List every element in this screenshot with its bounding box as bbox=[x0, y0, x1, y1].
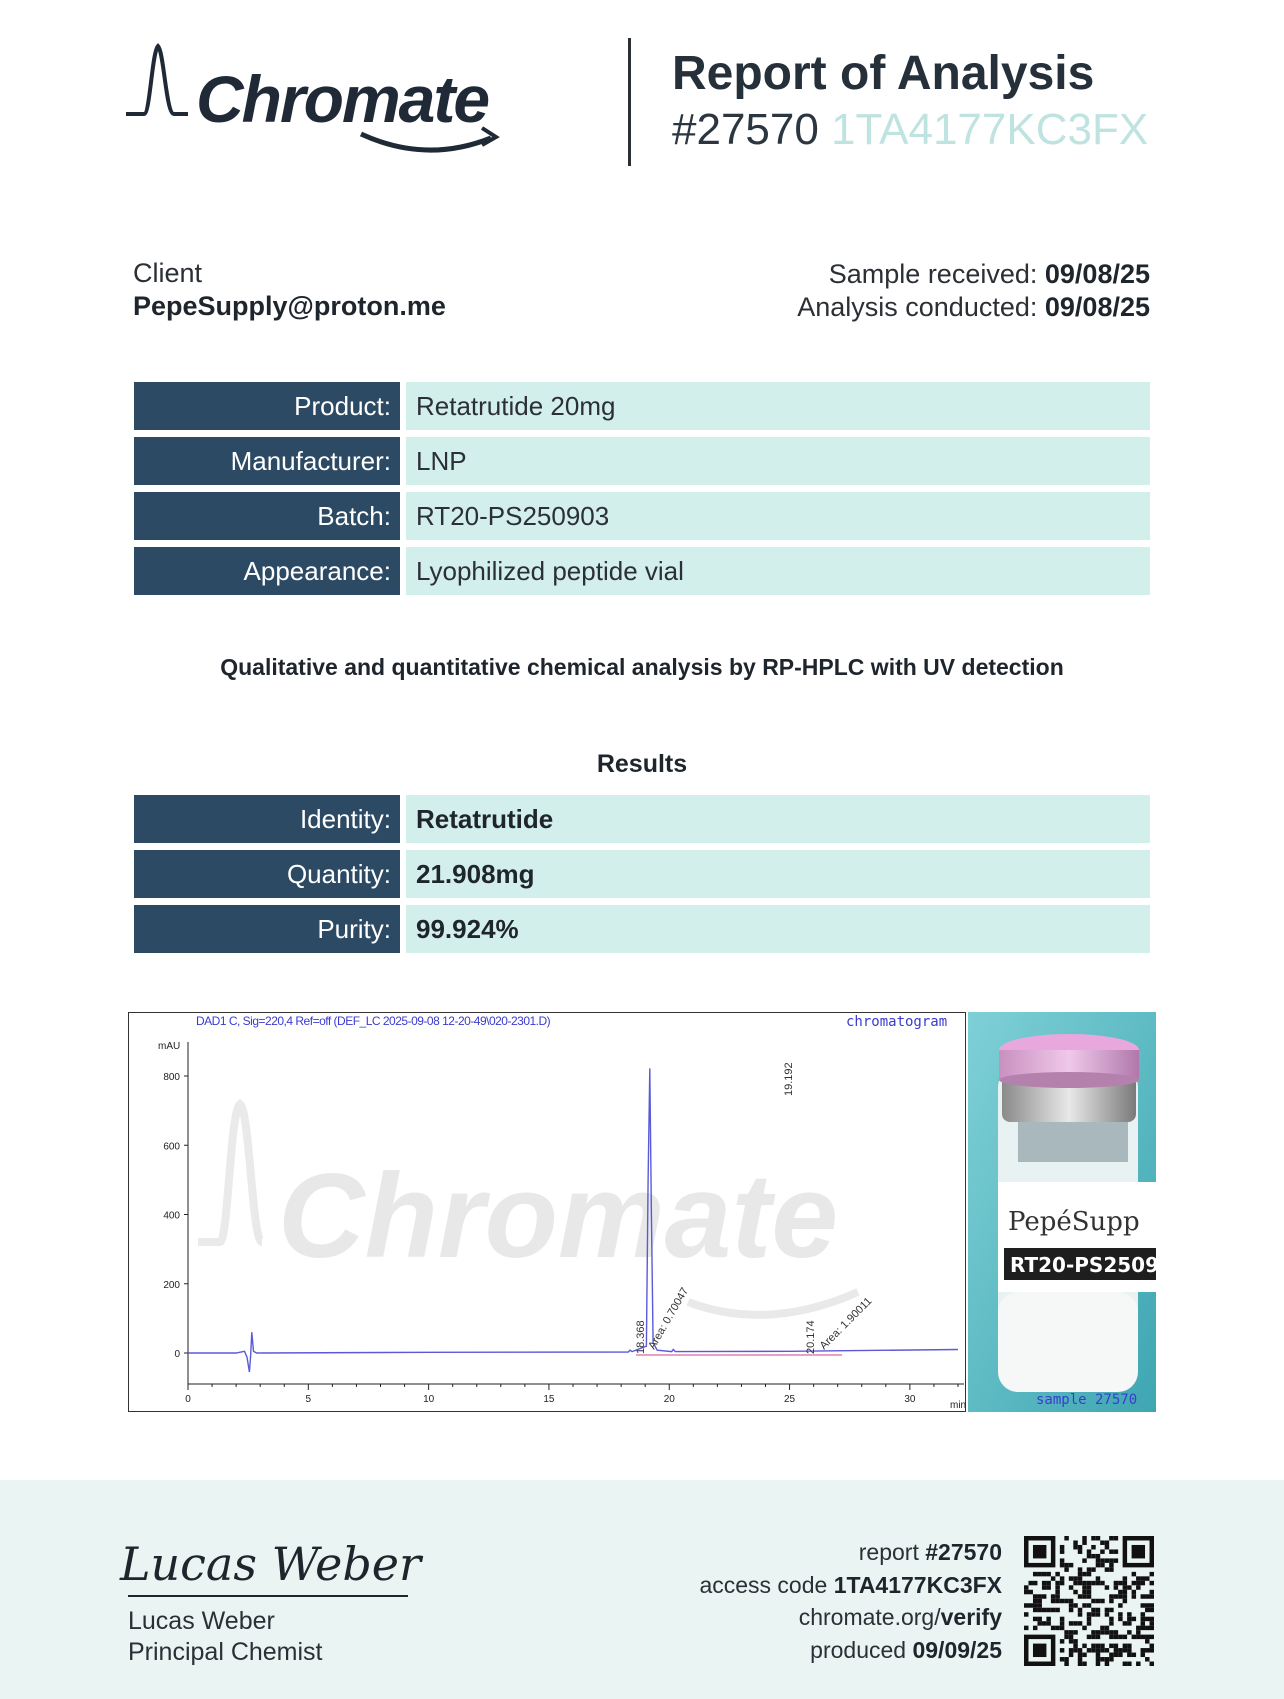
signature-script: Lucas Weber bbox=[120, 1537, 421, 1591]
footer-info bbox=[699, 1536, 1002, 1666]
manufacturer-row bbox=[134, 437, 1150, 485]
peak-area-1: Area: 0.70047 bbox=[646, 1285, 692, 1352]
produced-label: produced bbox=[810, 1636, 907, 1663]
chemist-name: Lucas Weber bbox=[128, 1607, 275, 1635]
y-tick-label: 0 bbox=[174, 1349, 180, 1360]
info-value: Lyophilized peptide vial bbox=[406, 547, 1150, 595]
report-code: 1TA4177KC3FX bbox=[831, 105, 1149, 154]
result-value: 21.908mg bbox=[406, 850, 1150, 898]
x-tick-label: 30 bbox=[904, 1394, 916, 1405]
conducted-label: Analysis conducted: bbox=[797, 292, 1038, 322]
x-tick-label: 20 bbox=[663, 1394, 675, 1405]
quantity-row bbox=[134, 850, 1150, 898]
info-value: RT20-PS250903 bbox=[406, 492, 1150, 540]
x-tick-label: 10 bbox=[423, 1394, 435, 1405]
result-label: Quantity: bbox=[134, 850, 400, 898]
info-label: Product: bbox=[134, 382, 400, 430]
x-tick-label: 5 bbox=[305, 1394, 312, 1405]
report-number-line bbox=[672, 105, 1149, 154]
y-tick-label: 400 bbox=[163, 1210, 180, 1222]
footer-produced bbox=[699, 1634, 1002, 1667]
sample-photo bbox=[968, 1012, 1173, 1412]
y-tick-label: 600 bbox=[163, 1141, 180, 1153]
x-tick-label: 15 bbox=[543, 1394, 555, 1405]
verify-prefix[interactable]: chromate.org/ bbox=[798, 1604, 941, 1630]
chromatogram-tag: chromatogram bbox=[846, 1014, 948, 1030]
x-tick-label: 25 bbox=[784, 1394, 796, 1405]
vial-batch: RT20-PS25090 bbox=[1010, 1253, 1173, 1277]
peak-label-1: 18.368 bbox=[635, 1320, 647, 1354]
x-tick-label: 0 bbox=[185, 1394, 191, 1405]
client-label: Client bbox=[133, 258, 203, 288]
vial-image bbox=[968, 1012, 1173, 1412]
peak-label-2: 19.192 bbox=[783, 1062, 795, 1096]
method-description: Qualitative and quantitative chemical analysis by RP-HPLC with UV detection bbox=[220, 654, 1064, 680]
y-tick-label: 800 bbox=[163, 1072, 180, 1083]
conducted-value: 09/08/25 bbox=[1044, 292, 1150, 322]
header-divider bbox=[628, 38, 631, 166]
watermark-text: Chromate bbox=[278, 1149, 839, 1283]
result-label: Identity: bbox=[134, 795, 400, 843]
results-heading: Results bbox=[596, 750, 688, 778]
access-label: access code bbox=[699, 1571, 828, 1598]
y-tick-label: 200 bbox=[163, 1279, 180, 1291]
y-unit-label: mAU bbox=[158, 1041, 181, 1052]
purity-row bbox=[134, 905, 1150, 953]
vial-brand: PepéSupp bbox=[1008, 1207, 1140, 1237]
batch-row bbox=[134, 492, 1150, 540]
result-value: 99.924% bbox=[406, 905, 1150, 953]
product-row bbox=[134, 382, 1150, 430]
client-email: PepeSupply@proton.me bbox=[133, 291, 446, 321]
identity-row bbox=[134, 795, 1150, 843]
peak-label-3: 20.174 bbox=[805, 1320, 817, 1354]
footer-report bbox=[699, 1536, 1002, 1569]
verify-bold[interactable]: verify bbox=[940, 1604, 1002, 1630]
chromatogram-chart bbox=[128, 1012, 966, 1412]
sample-received bbox=[797, 258, 1150, 291]
appearance-row bbox=[134, 547, 1150, 595]
received-value: 09/08/25 bbox=[1044, 259, 1150, 289]
info-label: Appearance: bbox=[134, 547, 400, 595]
access-value: 1TA4177KC3FX bbox=[833, 1571, 1002, 1598]
qr-code-icon[interactable] bbox=[1024, 1536, 1154, 1666]
x-unit-label: min bbox=[950, 1400, 967, 1411]
chemist-title: Principal Chemist bbox=[128, 1638, 323, 1666]
received-label: Sample received: bbox=[828, 259, 1038, 289]
info-label: Manufacturer: bbox=[134, 437, 400, 485]
info-value: LNP bbox=[406, 437, 1150, 485]
info-label: Batch: bbox=[134, 492, 400, 540]
result-label: Purity: bbox=[134, 905, 400, 953]
chromatogram-header: DAD1 C, Sig=220,4 Ref=off (DEF_LC 2025-09-08 12-20-49\020-2301.D) bbox=[196, 1014, 551, 1028]
dates-block bbox=[797, 258, 1150, 324]
photo-caption: sample 27570 bbox=[1036, 1392, 1138, 1408]
info-value: Retatrutide 20mg bbox=[406, 382, 1150, 430]
signature-image bbox=[118, 1528, 421, 1603]
peak-area-2: Area: 1.90011 bbox=[817, 1295, 875, 1353]
brand-name: Chromate bbox=[196, 62, 489, 136]
footer-access bbox=[699, 1569, 1002, 1602]
report-value: #27570 bbox=[925, 1539, 1002, 1565]
report-title: Report of Analysis bbox=[672, 47, 1095, 100]
watermark bbox=[198, 1104, 858, 1315]
result-value: Retatrutide bbox=[406, 795, 1150, 843]
report-number: #27570 bbox=[672, 105, 819, 154]
report-label: report bbox=[858, 1539, 919, 1565]
verify-link[interactable] bbox=[699, 1601, 1002, 1634]
produced-value: 09/09/25 bbox=[912, 1636, 1002, 1663]
analysis-conducted bbox=[797, 291, 1150, 324]
